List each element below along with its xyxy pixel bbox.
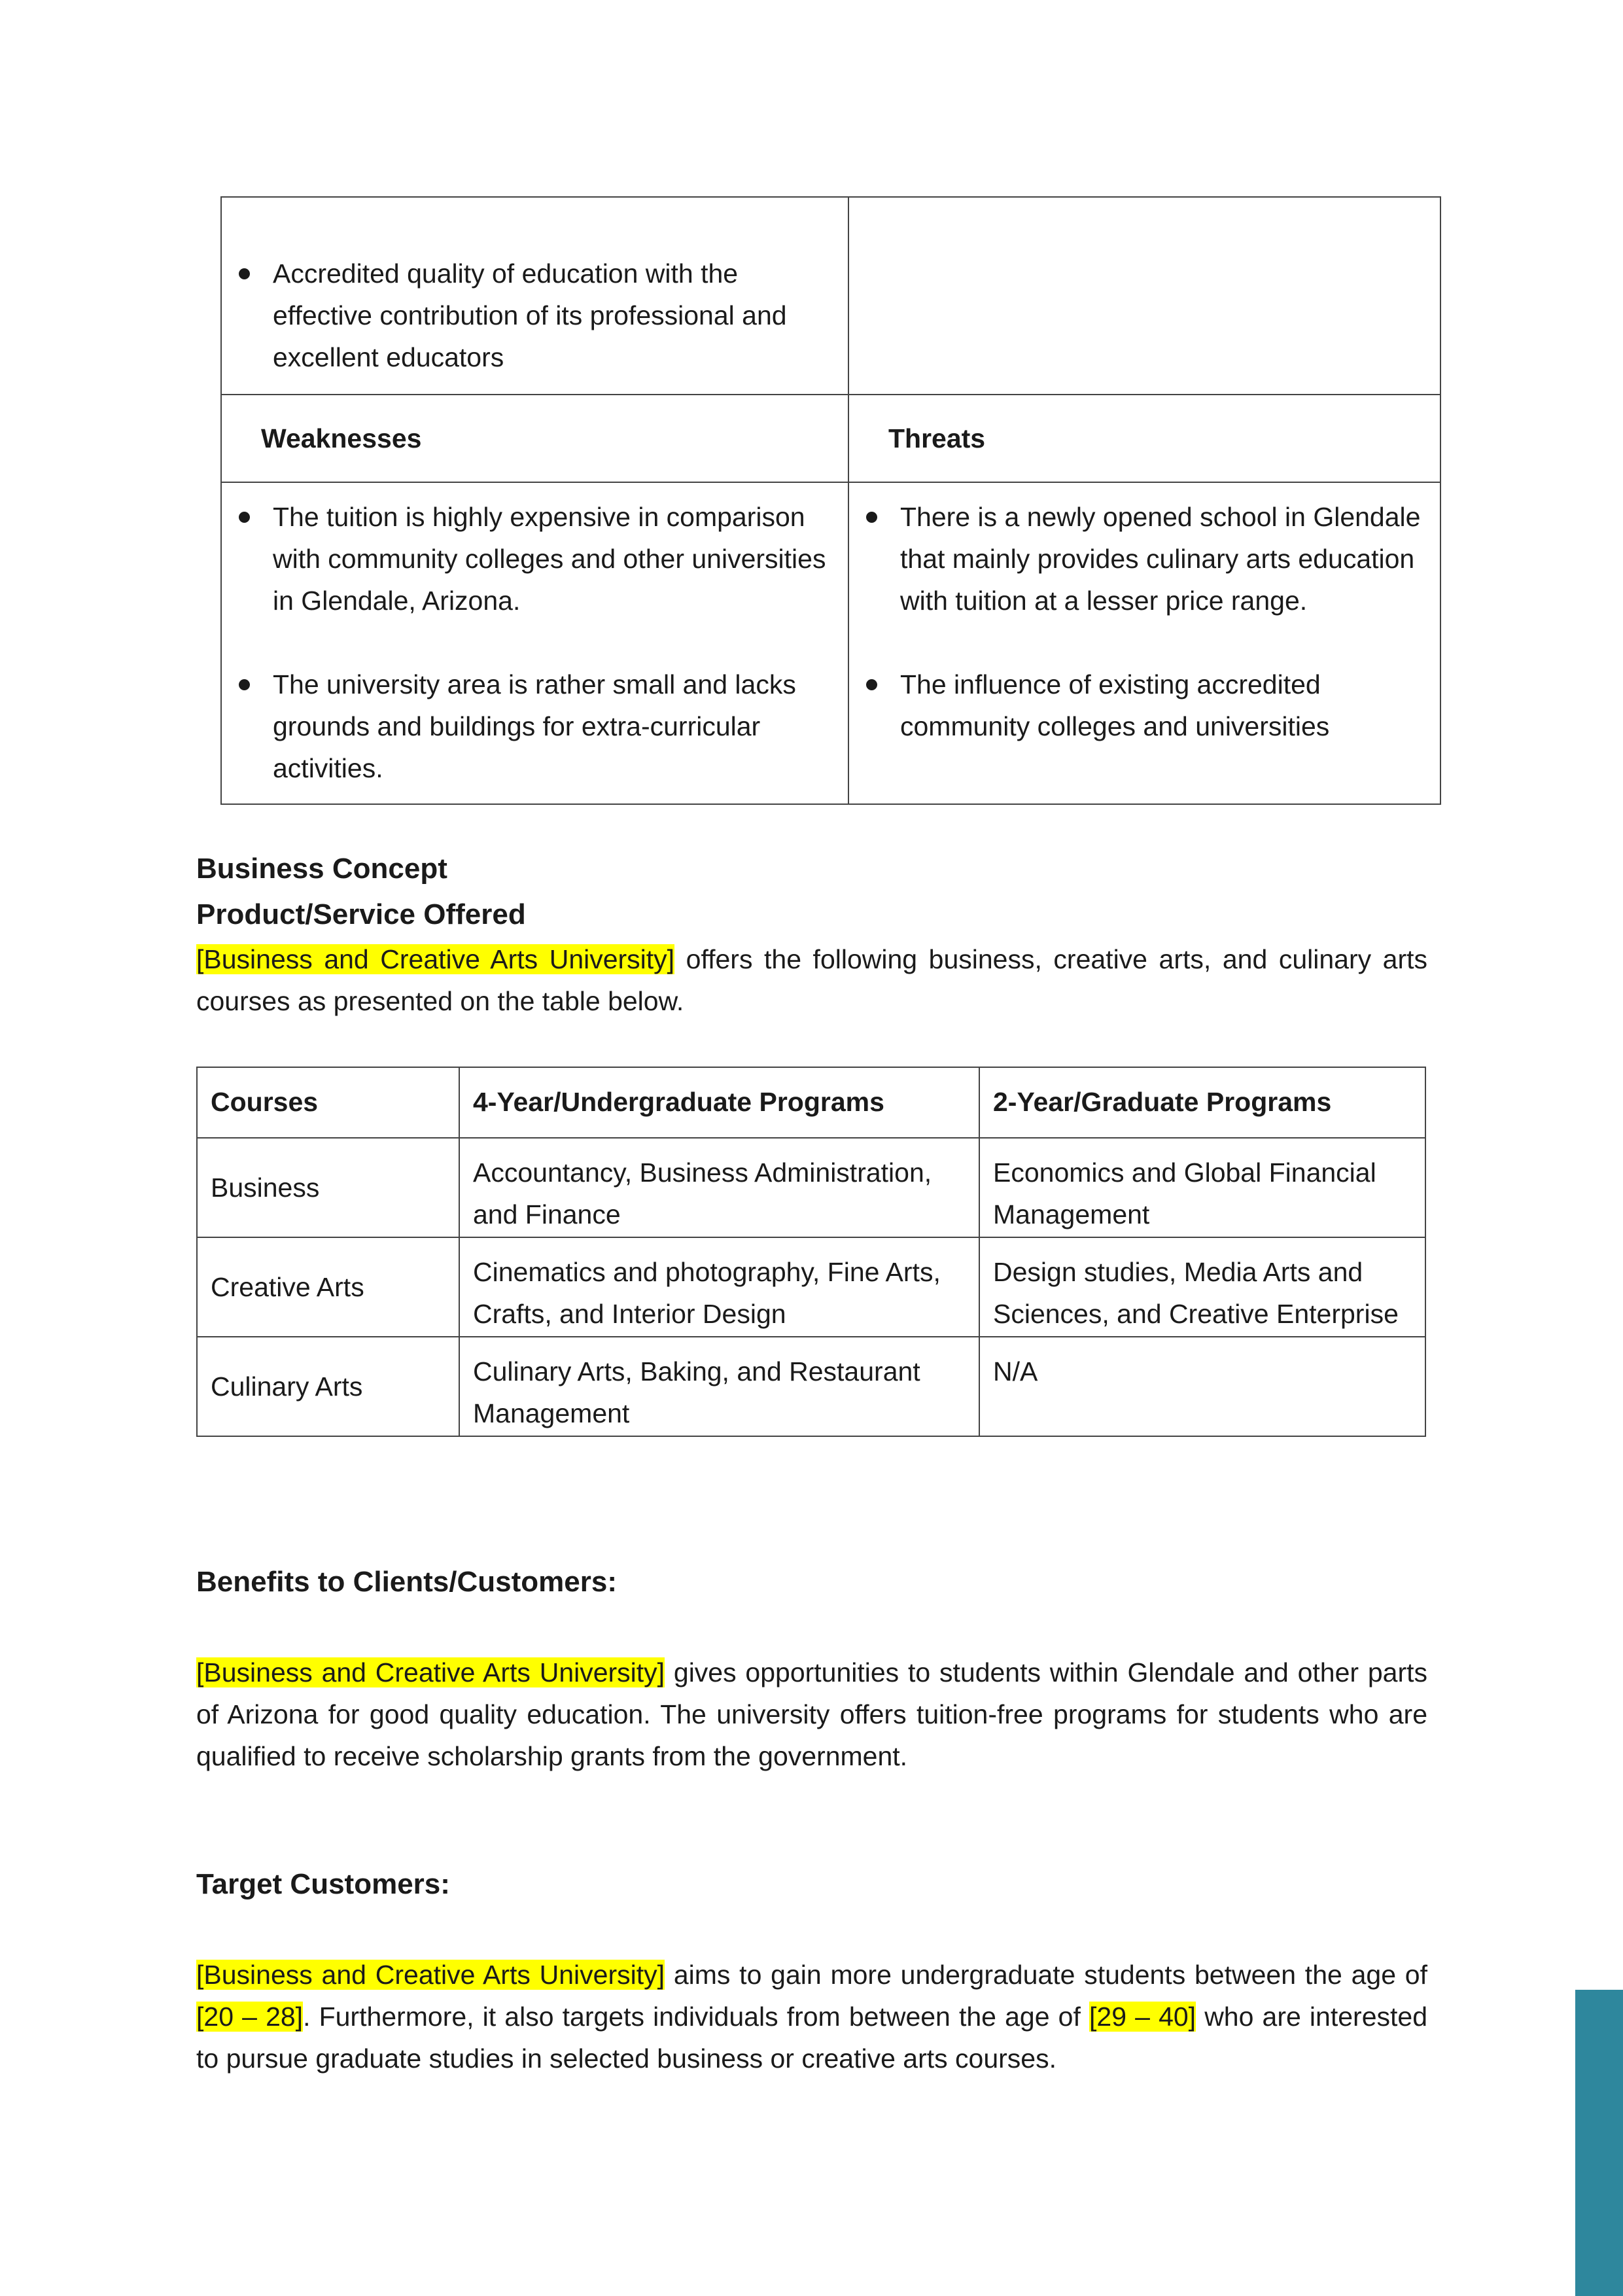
table-row: [197, 1138, 1425, 1237]
table-cell: Business: [197, 1138, 459, 1237]
table-cell: Culinary Arts: [197, 1337, 459, 1436]
table-row: [197, 1237, 1425, 1337]
opportunities-cell: [848, 197, 1440, 395]
column-header: 4-Year/Undergraduate Programs: [459, 1067, 979, 1138]
target-text: aims to gain more undergraduate students between the age of: [665, 1960, 1427, 1990]
list-item: The university area is rather small and lacks grounds and buildings for extra-curricular activities.: [222, 663, 848, 789]
weaknesses-cell: [221, 482, 848, 804]
courses-table: [196, 1067, 1426, 1437]
list-item: The tuition is highly expensive in comparison with community colleges and other universities in Glendale, Arizona.: [222, 496, 848, 622]
accent-bar: [1575, 1990, 1623, 2296]
list-item: There is a newly opened school in Glendale that mainly provides culinary arts education with tuition at a lesser price range.: [849, 496, 1440, 622]
list-item: The influence of existing accredited community colleges and universities: [849, 663, 1440, 747]
swot-table: [220, 196, 1441, 805]
threats-cell: [848, 482, 1440, 804]
target-text: . Furthermore, it also targets individuals from between the age of: [303, 2002, 1089, 2032]
table-cell: N/A: [979, 1337, 1425, 1436]
benefits-text: gives opportunities to students within Glendale and other parts of Arizona for good quality education. The university offers tuition-free programs for students who are qualified to receive scholarship grants from the government.: [196, 1657, 1428, 1771]
university-name-highlight: [Business and Creative Arts University]: [196, 944, 675, 974]
table-cell: Cinematics and photography, Fine Arts, Crafts, and Interior Design: [459, 1237, 979, 1337]
university-name-highlight: [Business and Creative Arts University]: [196, 1657, 665, 1687]
target-text: who are interested to pursue graduate studies in selected business or creative arts courses.: [196, 2002, 1427, 2074]
strengths-list: [222, 198, 848, 378]
target-customers-heading: Target Customers:: [196, 1868, 450, 1900]
table-cell: Economics and Global Financial Management: [979, 1138, 1425, 1237]
weaknesses-header: Weaknesses: [221, 395, 848, 482]
benefits-paragraph: [196, 1651, 1427, 1777]
intro-text: offers the following business, creative arts, and culinary arts courses as presented on the table below.: [196, 944, 1428, 1016]
target-customers-paragraph: [196, 1954, 1427, 2079]
list-item: Accredited quality of education with the effective contribution of its professional and excellent educators: [222, 253, 848, 378]
threats-header: Threats: [848, 395, 1440, 482]
column-header: Courses: [197, 1067, 459, 1138]
university-name-highlight: [Business and Creative Arts University]: [196, 1960, 665, 1990]
swot-header-row: [221, 395, 1440, 482]
table-row: [197, 1337, 1425, 1436]
benefits-heading: Benefits to Clients/Customers:: [196, 1566, 617, 1598]
age-range-highlight: [29 – 40]: [1089, 2002, 1196, 2032]
table-cell: Design studies, Media Arts and Sciences, and Creative Enterprise: [979, 1237, 1425, 1337]
table-cell: Creative Arts: [197, 1237, 459, 1337]
product-service-heading: Product/Service Offered: [196, 898, 526, 930]
table-cell: Accountancy, Business Administration, and Finance: [459, 1138, 979, 1237]
age-range-highlight: [20 – 28]: [196, 2002, 304, 2032]
table-cell: Culinary Arts, Baking, and Restaurant Management: [459, 1337, 979, 1436]
product-intro-paragraph: [196, 938, 1427, 1022]
threats-list: [849, 483, 1440, 747]
swot-strengths-row: [221, 197, 1440, 395]
courses-header-row: [197, 1067, 1425, 1138]
column-header: 2-Year/Graduate Programs: [979, 1067, 1425, 1138]
strengths-cell: [221, 197, 848, 395]
weaknesses-list: [222, 483, 848, 789]
business-concept-heading: Business Concept: [196, 853, 447, 885]
swot-body-row: [221, 482, 1440, 804]
